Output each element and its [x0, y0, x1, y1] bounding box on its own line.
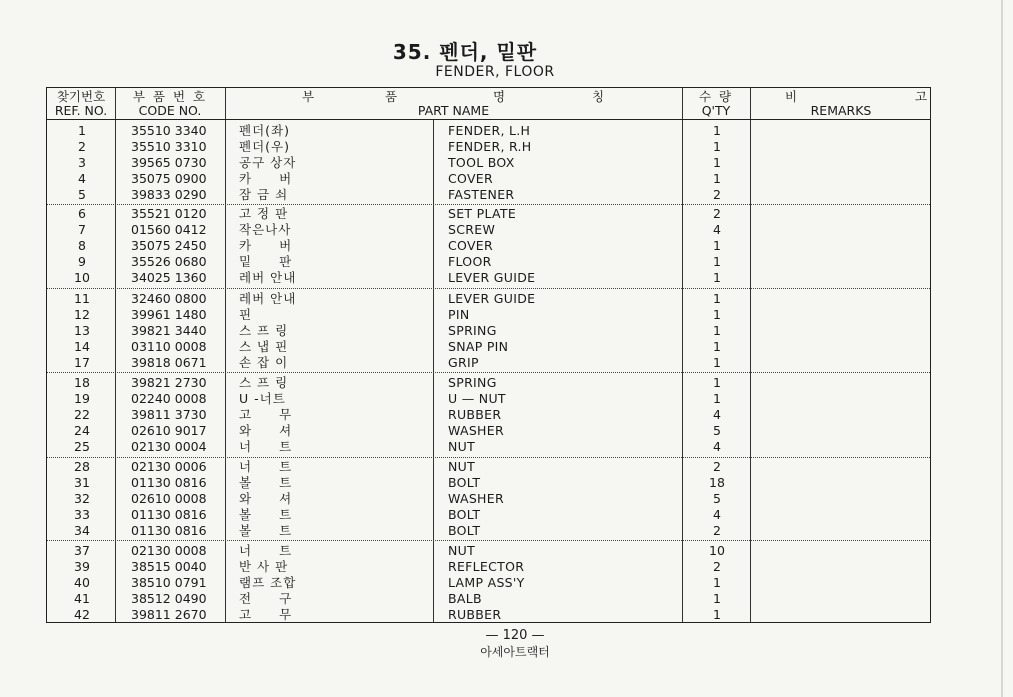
- header-remarks-ko-1: 비: [785, 89, 798, 104]
- ref-number: 41: [74, 591, 90, 606]
- table-row: [47, 459, 930, 475]
- page-title-english: FENDER, FLOOR: [435, 64, 555, 80]
- ref-number: 31: [74, 475, 90, 490]
- part-name-ko: 작은나사: [239, 222, 292, 237]
- ref-number: 3: [78, 155, 86, 170]
- code-number: 02130 0008: [131, 543, 207, 558]
- part-name-ko: 전 구: [239, 591, 293, 606]
- page-number: — 120 —: [485, 628, 545, 643]
- table-row: [47, 139, 930, 155]
- part-name-ko: 너 트: [239, 543, 293, 558]
- code-number: 01560 0412: [131, 222, 207, 237]
- code-number: 02610 0008: [131, 491, 207, 506]
- quantity: 1: [713, 375, 721, 390]
- table-row: [47, 323, 930, 339]
- code-number: 01130 0816: [131, 475, 207, 490]
- part-name-en: SNAP PIN: [448, 339, 509, 354]
- ref-number: 2: [78, 139, 86, 154]
- brand-name: 아세아트랙터: [480, 645, 550, 659]
- quantity: 1: [713, 391, 721, 406]
- part-name-en: U — NUT: [448, 391, 506, 406]
- part-name-en: COVER: [448, 171, 493, 186]
- quantity: 1: [713, 155, 721, 170]
- ref-number: 13: [74, 323, 90, 338]
- page-edge: [1001, 0, 1003, 697]
- part-name-en: NUT: [448, 439, 476, 454]
- table-row: [47, 559, 930, 575]
- ref-number: 10: [74, 270, 90, 285]
- group-separator: [47, 540, 930, 541]
- part-name-en: REFLECTOR: [448, 559, 525, 574]
- part-name-en: LEVER GUIDE: [448, 291, 536, 306]
- table-row: [47, 222, 930, 238]
- code-number: 02130 0006: [131, 459, 207, 474]
- code-number: 35510 3340: [131, 123, 207, 138]
- table-row: [47, 171, 930, 187]
- quantity: 1: [713, 575, 721, 590]
- part-name-en: FLOOR: [448, 254, 492, 269]
- header-qty-en: Q'TY: [701, 103, 731, 118]
- part-name-en: WASHER: [448, 491, 504, 506]
- header-name-ko-4: 칭: [592, 89, 605, 104]
- quantity: 1: [713, 270, 721, 285]
- code-number: 38510 0791: [131, 575, 207, 590]
- part-name-ko: 볼 트: [239, 523, 293, 538]
- part-name-ko: 밑 판: [239, 254, 293, 269]
- group-separator: [47, 457, 930, 458]
- table-row: [47, 187, 930, 203]
- table-row: [47, 307, 930, 323]
- code-number: 02130 0004: [131, 439, 207, 454]
- ref-number: 19: [74, 391, 90, 406]
- ref-number: 6: [78, 206, 86, 221]
- quantity: 4: [713, 439, 721, 454]
- table-row: [47, 254, 930, 270]
- ref-number: 18: [74, 375, 90, 390]
- code-number: 34025 1360: [131, 270, 207, 285]
- part-name-en: RUBBER: [448, 407, 502, 422]
- table-row: [47, 523, 930, 539]
- part-name-en: SPRING: [448, 323, 497, 338]
- quantity: 1: [713, 139, 721, 154]
- code-number: 38512 0490: [131, 591, 207, 606]
- part-name-ko: 레버 안내: [239, 291, 297, 306]
- part-name-en: BOLT: [448, 475, 481, 490]
- table-row: [47, 238, 930, 254]
- table-row: [47, 291, 930, 307]
- part-name-ko: 램프 조합: [239, 575, 297, 590]
- part-name-ko: 와 셔: [239, 423, 293, 438]
- part-name-ko: 레버 안내: [239, 270, 297, 285]
- table-row: [47, 155, 930, 171]
- part-name-en: FASTENER: [448, 187, 515, 202]
- quantity: 2: [713, 559, 721, 574]
- quantity: 2: [713, 187, 721, 202]
- part-name-en: NUT: [448, 543, 476, 558]
- code-number: 35526 0680: [131, 254, 207, 269]
- part-name-en: NUT: [448, 459, 476, 474]
- ref-number: 37: [74, 543, 90, 558]
- code-number: 39821 2730: [131, 375, 207, 390]
- code-number: 39961 1480: [131, 307, 207, 322]
- part-name-ko: 스 프 링: [239, 323, 289, 338]
- ref-number: 11: [74, 291, 90, 306]
- table-row: [47, 375, 930, 391]
- header-divider: [47, 119, 930, 120]
- part-name-en: RUBBER: [448, 607, 502, 622]
- ref-number: 33: [74, 507, 90, 522]
- code-number: 39821 3440: [131, 323, 207, 338]
- quantity: 5: [713, 423, 721, 438]
- part-name-ko: 고 정 판: [239, 206, 289, 221]
- table-row: [47, 270, 930, 286]
- header-name-ko-3: 명: [493, 89, 506, 104]
- part-name-en: LAMP ASS'Y: [448, 575, 525, 590]
- code-number: 02240 0008: [131, 391, 207, 406]
- part-name-ko: 공구 상자: [239, 155, 297, 170]
- ref-number: 9: [78, 254, 86, 269]
- quantity: 1: [713, 254, 721, 269]
- quantity: 2: [713, 523, 721, 538]
- code-number: 03110 0008: [131, 339, 207, 354]
- part-name-en: WASHER: [448, 423, 504, 438]
- quantity: 2: [713, 206, 721, 221]
- code-number: 39565 0730: [131, 155, 207, 170]
- part-name-en: BOLT: [448, 523, 481, 538]
- table-row: [47, 439, 930, 455]
- part-name-en: SET PLATE: [448, 206, 517, 221]
- part-name-en: PIN: [448, 307, 470, 322]
- ref-number: 25: [74, 439, 90, 454]
- part-name-en: FENDER, L.H: [448, 123, 531, 138]
- header-code-ko: 부 품 번 호: [132, 89, 208, 104]
- quantity: 1: [713, 591, 721, 606]
- table-row: [47, 339, 930, 355]
- group-separator: [47, 288, 930, 289]
- table-row: [47, 591, 930, 607]
- part-name-en: LEVER GUIDE: [448, 270, 536, 285]
- header-ref-en: REF. NO.: [54, 103, 108, 118]
- table-row: [47, 423, 930, 439]
- table-row: [47, 475, 930, 491]
- group-separator: [47, 372, 930, 373]
- quantity: 1: [713, 171, 721, 186]
- code-number: 35521 0120: [131, 206, 207, 221]
- ref-number: 28: [74, 459, 90, 474]
- ref-number: 5: [78, 187, 86, 202]
- part-name-en: SPRING: [448, 375, 497, 390]
- part-name-ko: U -너트: [239, 391, 286, 406]
- quantity: 1: [713, 339, 721, 354]
- page-title-korean: 35. 펜더, 밑판: [392, 40, 538, 64]
- quantity: 4: [713, 407, 721, 422]
- header-name-ko-1: 부: [302, 89, 315, 104]
- ref-number: 32: [74, 491, 90, 506]
- part-name-ko: 손 잡 이: [239, 355, 289, 370]
- code-number: 39818 0671: [131, 355, 207, 370]
- header-name-ko-2: 품: [385, 89, 398, 104]
- ref-number: 42: [74, 607, 90, 622]
- quantity: 1: [713, 607, 721, 622]
- table-row: [47, 206, 930, 222]
- table-row: [47, 543, 930, 559]
- part-name-ko: 잠 금 쇠: [239, 187, 289, 202]
- part-name-ko: 카 버: [239, 238, 293, 253]
- table-row: [47, 123, 930, 139]
- header-name-en: PART NAME: [417, 103, 490, 118]
- table-row: [47, 407, 930, 423]
- ref-number: 8: [78, 238, 86, 253]
- header-ref-ko: 찾기번호: [56, 89, 106, 104]
- code-number: 35075 2450: [131, 238, 207, 253]
- ref-number: 24: [74, 423, 90, 438]
- part-name-ko: 볼 트: [239, 507, 293, 522]
- part-name-en: SCREW: [448, 222, 496, 237]
- quantity: 1: [713, 307, 721, 322]
- header-remarks-en: REMARKS: [810, 103, 872, 118]
- ref-number: 39: [74, 559, 90, 574]
- part-name-en: BOLT: [448, 507, 481, 522]
- code-number: 32460 0800: [131, 291, 207, 306]
- table-row: [47, 575, 930, 591]
- parts-table: [46, 87, 931, 623]
- quantity: 5: [713, 491, 721, 506]
- code-number: 02610 9017: [131, 423, 207, 438]
- quantity: 1: [713, 291, 721, 306]
- part-name-ko: 볼 트: [239, 475, 293, 490]
- table-row: [47, 491, 930, 507]
- part-name-ko: 너 트: [239, 439, 293, 454]
- ref-number: 34: [74, 523, 90, 538]
- quantity: 10: [709, 543, 725, 558]
- ref-number: 12: [74, 307, 90, 322]
- part-name-ko: 카 버: [239, 171, 293, 186]
- part-name-ko: 너 트: [239, 459, 293, 474]
- quantity: 4: [713, 222, 721, 237]
- group-separator: [47, 204, 930, 205]
- part-name-en: TOOL BOX: [448, 155, 515, 170]
- part-name-ko: 고 무: [239, 407, 293, 422]
- table-row: [47, 607, 930, 623]
- code-number: 39811 2670: [131, 607, 207, 622]
- quantity: 1: [713, 238, 721, 253]
- code-number: 35075 0900: [131, 171, 207, 186]
- part-name-ko: 반 사 판: [239, 559, 289, 574]
- part-name-ko: 펜더(좌): [239, 123, 290, 138]
- code-number: 01130 0816: [131, 507, 207, 522]
- quantity: 4: [713, 507, 721, 522]
- part-name-ko: 스 냅 핀: [239, 339, 289, 354]
- quantity: 1: [713, 355, 721, 370]
- table-row: [47, 507, 930, 523]
- header-qty-ko: 수 량: [698, 89, 734, 104]
- part-name-en: FENDER, R.H: [448, 139, 532, 154]
- part-name-ko: 핀: [239, 307, 253, 322]
- code-number: 38515 0040: [131, 559, 207, 574]
- part-name-ko: 와 셔: [239, 491, 293, 506]
- code-number: 01130 0816: [131, 523, 207, 538]
- table-row: [47, 355, 930, 371]
- table-row: [47, 391, 930, 407]
- ref-number: 40: [74, 575, 90, 590]
- ref-number: 7: [78, 222, 86, 237]
- quantity: 1: [713, 323, 721, 338]
- ref-number: 4: [78, 171, 86, 186]
- part-name-ko: 고 무: [239, 607, 293, 622]
- code-number: 39833 0290: [131, 187, 207, 202]
- header-remarks-ko-2: 고: [915, 89, 928, 104]
- part-name-ko: 스 프 링: [239, 375, 289, 390]
- ref-number: 1: [78, 123, 86, 138]
- part-name-en: COVER: [448, 238, 493, 253]
- part-name-en: GRIP: [448, 355, 479, 370]
- quantity: 2: [713, 459, 721, 474]
- code-number: 39811 3730: [131, 407, 207, 422]
- ref-number: 17: [74, 355, 90, 370]
- ref-number: 14: [74, 339, 90, 354]
- quantity: 1: [713, 123, 721, 138]
- ref-number: 22: [74, 407, 90, 422]
- part-name-ko: 펜더(우): [239, 139, 290, 154]
- header-code-en: CODE NO.: [138, 103, 202, 118]
- part-name-en: BALB: [448, 591, 482, 606]
- code-number: 35510 3310: [131, 139, 207, 154]
- quantity: 18: [709, 475, 725, 490]
